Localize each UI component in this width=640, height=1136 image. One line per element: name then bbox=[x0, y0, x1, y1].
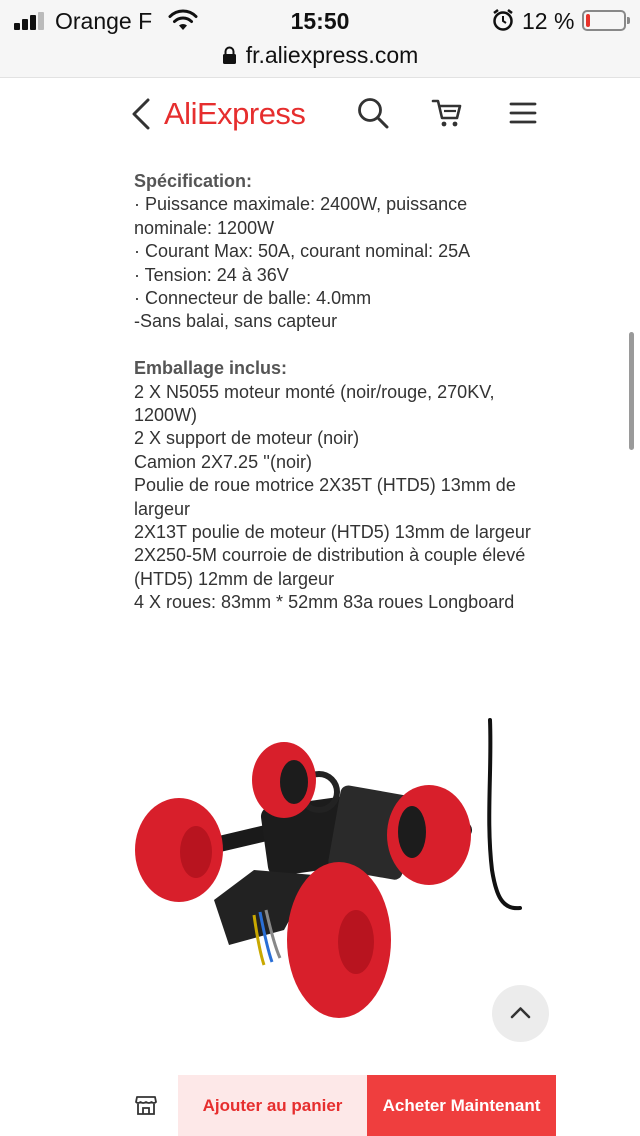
product-image bbox=[134, 700, 534, 1030]
url-bar[interactable] bbox=[0, 42, 640, 69]
spec-line: -Sans balai, sans capteur bbox=[134, 311, 338, 332]
package-line: Camion 2X7.25 ''(noir) bbox=[134, 451, 312, 472]
search-icon[interactable] bbox=[356, 96, 390, 130]
chevron-up-icon bbox=[492, 985, 549, 1042]
clock: 15:50 bbox=[290, 8, 350, 34]
url-domain: fr.aliexpress.com bbox=[245, 42, 419, 68]
bottom-action-bar bbox=[0, 1075, 640, 1136]
store-icon[interactable] bbox=[134, 1093, 158, 1117]
menu-icon[interactable] bbox=[506, 96, 540, 130]
package-line: 2X13T poulie de moteur (HTD5) 13mm de largeur bbox=[134, 522, 531, 543]
package-line: Poulie de roue motrice 2X35T (HTD5) 13mm de largeur bbox=[134, 475, 516, 519]
spec-line: · Puissance maximale: 2400W, puissance nominale: 1200W bbox=[134, 194, 468, 238]
app-header bbox=[0, 80, 640, 150]
package-line: 2 X N5055 moteur monté (noir/rouge, 270KV, 1200W) bbox=[134, 381, 495, 426]
lock-icon bbox=[222, 46, 237, 65]
battery-icon bbox=[582, 10, 626, 31]
product-description bbox=[134, 170, 534, 615]
battery-percent: 12 % bbox=[522, 8, 575, 34]
buy-now-button[interactable]: Acheter Maintenant bbox=[367, 1075, 556, 1136]
carrier-name: Orange F bbox=[55, 8, 153, 34]
spec-line: · Courant Max: 50A, courant nominal: 25A bbox=[134, 241, 471, 262]
spec-line: · Tension: 24 à 36V bbox=[134, 264, 289, 285]
chevron-left-icon[interactable] bbox=[128, 96, 154, 132]
battery-level bbox=[586, 14, 590, 27]
package-line: 2 X support de moteur (noir) bbox=[134, 428, 360, 449]
status-bar bbox=[0, 0, 640, 42]
spec-heading: Spécification: bbox=[134, 171, 253, 191]
scrollbar-indicator[interactable] bbox=[629, 332, 634, 450]
cart-icon[interactable] bbox=[430, 96, 464, 130]
aliexpress-logo[interactable]: AliExpress bbox=[164, 96, 306, 131]
package-line: 2X250-5M courroie de distribution à couple élevé (HTD5) 12mm de largeur bbox=[134, 545, 526, 589]
spec-line: · Connecteur de balle: 4.0mm bbox=[134, 288, 372, 309]
alarm-icon bbox=[492, 8, 514, 32]
package-heading: Emballage inclus: bbox=[134, 358, 288, 379]
package-line: 4 X roues: 83mm * 52mm 83a roues Longboard bbox=[134, 592, 515, 613]
add-to-cart-button[interactable]: Ajouter au panier bbox=[178, 1075, 367, 1136]
browser-top-bar bbox=[0, 0, 640, 78]
scroll-to-top-button[interactable] bbox=[492, 985, 549, 1042]
